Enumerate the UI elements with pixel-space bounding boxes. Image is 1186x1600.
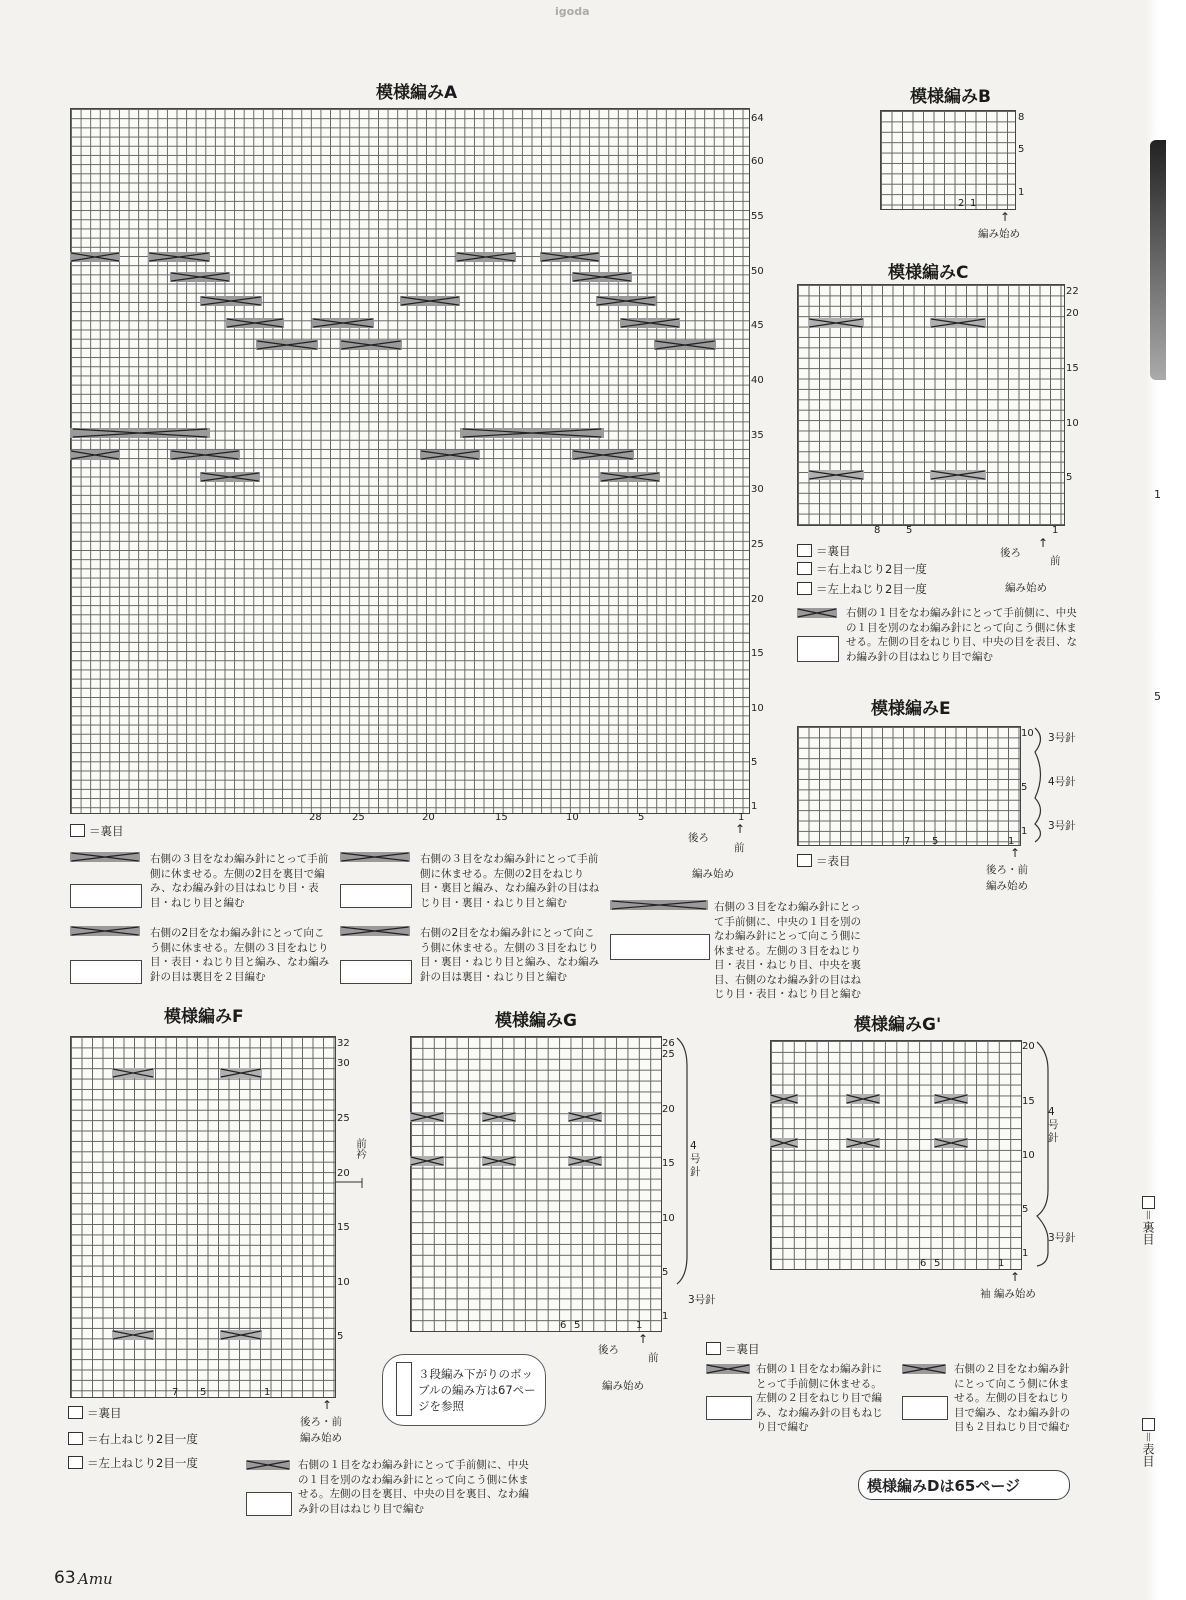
cable-cross-icon [568, 1156, 602, 1166]
chart-a-row-label: 25 [751, 539, 764, 550]
chart-e-needle-mid: 4号針 [1048, 776, 1076, 788]
cable-cross-icon [568, 1112, 602, 1122]
chart-a-row-label: 60 [751, 156, 764, 167]
reference-note: 模様編みDは65ページ [867, 1477, 1021, 1495]
chart-g-row-label: 15 [662, 1158, 675, 1169]
chart-f-title: 模様編みF [164, 1007, 244, 1027]
chart-a-col-label: 1 [738, 812, 745, 823]
cable-symbol-icon [70, 852, 140, 862]
chart-f-cable-note: 右側の１目をなわ編み針にとって手前側に、中央の１目を別のなわ編み針にとって向こう側に休ませる。左側の目を裏目、中央の目を裏目、なわ編み針の目はねじり目で編む [298, 1459, 529, 1515]
cable-cross-icon [934, 1138, 968, 1148]
chart-a-row-label: 64 [751, 113, 764, 124]
purl-symbol-icon [706, 1342, 721, 1355]
chart-a-note-3: 右側の３目をなわ編み針にとって手前側に、中央の１目を別のなわ編み針にとって向こう側に休ませる。左側の３目をねじり目・表目・ねじり目、中央を裏目、右側のなわ編み針の目はねじり目・表目・ねじり目と編む [714, 901, 861, 1000]
purl-symbol-icon [1142, 1196, 1155, 1209]
up-arrow-icon: ↑ [322, 1398, 333, 1412]
cable-cross-icon [220, 1068, 262, 1078]
chart-e-row-label: 5 [1021, 782, 1028, 793]
chart-a-col-label: 10 [566, 812, 579, 823]
chart-f-row-label: 25 [337, 1113, 350, 1124]
cable-cross-icon [340, 340, 402, 350]
purl-symbol-icon [797, 544, 812, 557]
chart-c-col-label: 8 [874, 525, 881, 536]
chart-e-needle-top: 3号針 [1048, 732, 1076, 744]
cable-symbol-icon [340, 926, 410, 936]
up-arrow-icon: ↑ [1038, 536, 1049, 550]
chart-b-row-label: 8 [1018, 112, 1025, 123]
left-twist-symbol-icon [797, 582, 812, 595]
chart-f-row-label: 30 [337, 1058, 350, 1069]
chart-g2-row-label: 10 [1022, 1150, 1035, 1161]
cable-cross-icon [200, 296, 262, 306]
cable-cross-icon [70, 428, 210, 438]
chart-g-row-label: 20 [662, 1104, 675, 1115]
chart-g-col-label: 1 [636, 1320, 643, 1331]
cable-cross-icon [482, 1156, 516, 1166]
chart-c-row-label: 5 [1066, 472, 1073, 483]
chart-g2-col-label: 1 [998, 1258, 1005, 1269]
chart-f-side-label: 前衿 [355, 1138, 367, 1159]
chart-g-needle-top: 4号針 [690, 1140, 701, 1178]
chart-g-row-label: 10 [662, 1213, 675, 1224]
cable-cross-icon [200, 472, 260, 482]
side-legend-omote: ＝表目 [1140, 1418, 1157, 1467]
chart-e-row-label: 10 [1021, 728, 1034, 739]
chart-c-row-label: 20 [1066, 308, 1079, 319]
up-arrow-icon: ↑ [1000, 210, 1011, 224]
cable-cross-icon [846, 1138, 880, 1148]
chart-f-row-label: 20 [337, 1168, 350, 1179]
cable-symbol-icon [246, 1460, 290, 1470]
cable-cross-icon [610, 900, 708, 910]
chart-g2-needle-top: 4号針 [1048, 1106, 1059, 1144]
cable-symbol-icon [70, 926, 140, 936]
chart-a-row-label: 15 [751, 648, 764, 659]
cable-symbol-icon [797, 608, 837, 618]
cable-cross-icon [340, 852, 410, 862]
chart-b-grid [880, 110, 1016, 210]
chart-c-col-label: 1 [1052, 525, 1059, 536]
chart-c-start-front: 前 [1050, 555, 1061, 567]
chart-g2-row-label: 5 [1022, 1204, 1029, 1215]
cable-cross-icon [572, 272, 632, 282]
chart-a-col-label: 28 [309, 812, 322, 823]
cable-cross-icon [148, 252, 210, 262]
cable-cross-icon [572, 450, 634, 460]
chart-c-col-label: 5 [906, 525, 913, 536]
cable-symbol-icon [340, 960, 412, 984]
cable-symbol-icon [340, 852, 410, 862]
chart-f-col-label: 5 [200, 1387, 207, 1398]
magazine-name: Amu [78, 1570, 113, 1588]
cable-cross-icon [808, 470, 864, 480]
chart-a-row-label: 50 [751, 266, 764, 277]
side-marker-line-icon [336, 1176, 376, 1188]
cable-cross-icon [70, 926, 140, 936]
chart-c-start-label: 編み始め [1005, 582, 1047, 594]
chart-b-start-label: 編み始め [978, 228, 1020, 240]
cable-cross-icon [902, 1364, 946, 1374]
chart-b-title: 模様編みB [910, 87, 991, 107]
chart-b-col-label: 2 [958, 198, 965, 209]
chart-f-legend-purl: ＝裏目 [68, 1406, 122, 1421]
chart-a-row-label: 1 [751, 801, 758, 812]
chart-e-start-label1: 後ろ・前 [986, 864, 1028, 876]
chart-f-row-label: 32 [337, 1038, 350, 1049]
chart-g2-note-1: 右側の１目をなわ編み針にとって手前側に休ませる。左側の２目をねじり目で編み、なわ編み針の目もねじり目で編む [756, 1363, 883, 1433]
chart-g-row-label: 5 [662, 1267, 669, 1278]
chart-f-start-label2: 編み始め [300, 1432, 342, 1444]
cable-cross-icon [934, 1094, 968, 1104]
right-twist-symbol-icon [68, 1432, 83, 1445]
chart-g-col-label: 5 [574, 1320, 581, 1331]
chart-g2-row-label: 15 [1022, 1096, 1035, 1107]
cable-cross-icon [596, 296, 656, 306]
chart-a-grid [70, 108, 750, 814]
cable-cross-icon [797, 608, 837, 618]
cable-symbol-icon [246, 1492, 292, 1516]
chart-a-title: 模様編みA [376, 83, 458, 103]
cable-cross-icon [808, 318, 864, 328]
cable-cross-icon [410, 1112, 444, 1122]
chart-b-col-label: 1 [970, 198, 977, 209]
chart-g2-note-2: 右側の２目をなわ編み針にとって向こう側に休ませる。左側の目をねじり目で編み、なわ編み針の目も２目ねじり目で編む [954, 1363, 1071, 1433]
cable-cross-icon [930, 470, 986, 480]
left-twist-symbol-icon [68, 1456, 83, 1469]
chart-a-start-front: 前 [734, 842, 745, 854]
chart-e-needle-bottom: 3号針 [1048, 820, 1076, 832]
cable-symbol-icon [797, 636, 839, 662]
chart-e-title: 模様編みE [871, 699, 951, 719]
chart-a-row-label: 30 [751, 484, 764, 495]
chart-g-row-label: 1 [662, 1311, 669, 1322]
cable-cross-icon [246, 1460, 290, 1470]
cable-cross-icon [312, 318, 374, 328]
cable-cross-icon [482, 1112, 516, 1122]
reference-note-box [858, 1470, 1070, 1500]
chart-g-bobble-note: ３段編み下がりのボッブルの編み方は67ページを参照 [418, 1367, 536, 1413]
cable-cross-icon [70, 852, 140, 862]
chart-g2-col-label: 5 [934, 1258, 941, 1269]
chart-a-col-label: 25 [352, 812, 365, 823]
cable-cross-icon [70, 252, 120, 262]
knit-symbol-icon [1142, 1418, 1155, 1431]
chart-e-legend-knit: ＝表目 [797, 854, 851, 869]
cable-cross-icon [620, 318, 680, 328]
chart-f-col-label: 7 [172, 1387, 179, 1398]
cable-cross-icon [456, 252, 516, 262]
cable-cross-icon [170, 450, 240, 460]
cable-cross-icon [420, 450, 480, 460]
page-number: 63 [54, 1568, 76, 1588]
chart-b-row-label: 5 [1018, 144, 1025, 155]
chart-a-start-back: 後ろ [688, 832, 709, 844]
cable-cross-icon [846, 1094, 880, 1104]
cable-cross-icon [112, 1068, 154, 1078]
cable-cross-icon [170, 272, 230, 282]
chart-a-row-label: 10 [751, 703, 764, 714]
chart-g-row-label: 25 [662, 1049, 675, 1060]
cable-cross-icon [460, 428, 604, 438]
cable-cross-icon [226, 318, 284, 328]
chart-g-start-front: 前 [648, 1352, 659, 1364]
up-arrow-icon: ↑ [638, 1332, 649, 1346]
needle-bracket-icon [1034, 726, 1048, 844]
right-twist-symbol-icon [797, 562, 812, 575]
cable-symbol-icon [902, 1364, 946, 1374]
cable-cross-icon [654, 340, 716, 350]
cable-cross-icon [400, 296, 460, 306]
cable-cross-icon [770, 1094, 798, 1104]
chart-c-row-label: 10 [1066, 418, 1079, 429]
chart-f-col-label: 1 [264, 1387, 271, 1398]
cable-symbol-icon [706, 1364, 750, 1374]
chart-a-row-label: 55 [751, 211, 764, 222]
cable-symbol-icon [610, 934, 710, 960]
chart-f-row-label: 15 [337, 1222, 350, 1233]
chart-e-col-label: 5 [932, 836, 939, 847]
chart-e-grid [797, 726, 1021, 846]
cable-symbol-icon [706, 1396, 752, 1420]
chart-g2-title: 模様編みG' [854, 1015, 942, 1035]
chart-f-row-label: 10 [337, 1277, 350, 1288]
up-arrow-icon: ↑ [1010, 846, 1021, 860]
chart-g2-col-label: 6 [920, 1258, 927, 1269]
cable-cross-icon [540, 252, 600, 262]
chart-c-row-label: 22 [1066, 286, 1079, 297]
up-arrow-icon: ↑ [1010, 1270, 1021, 1284]
chart-g-row-label: 26 [662, 1038, 675, 1049]
cable-symbol-icon [70, 960, 142, 984]
cable-cross-icon [706, 1364, 750, 1374]
cable-symbol-icon [70, 884, 142, 908]
cable-cross-icon [930, 318, 986, 328]
chart-c-row-label: 15 [1066, 363, 1079, 374]
cable-cross-icon [70, 450, 120, 460]
knit-symbol-icon [797, 854, 812, 867]
chart-e-row-label: 1 [1021, 826, 1028, 837]
chart-g2-start-label: 袖 編み始め [980, 1288, 1036, 1300]
chart-a-row-label: 20 [751, 594, 764, 605]
chart-g-col-label: 6 [560, 1320, 567, 1331]
chart-f-legend-left-twist: ＝左上ねじり2目一度 [68, 1456, 198, 1471]
cable-cross-icon [410, 1156, 444, 1166]
chart-a-row-label: 5 [751, 757, 758, 768]
chart-a-start-label: 編み始め [692, 868, 734, 880]
chart-g-start-back: 後ろ [598, 1344, 619, 1356]
needle-bracket-icon [676, 1036, 688, 1286]
chart-b-row-label: 1 [1018, 187, 1025, 198]
chart-c-start-back: 後ろ [1000, 547, 1021, 559]
chart-a-note-4: 右側の2目をなわ編み針にとって向こう側に休ませる。左側の３目をねじり目・表目・ねじり目と編み、なわ編み針の目は裏目を２目編む [150, 927, 330, 983]
chart-g-title: 模様編みG [495, 1011, 577, 1031]
chart-f-grid [70, 1036, 336, 1398]
chart-c-legend-purl: ＝裏目 [797, 544, 851, 559]
chart-a-col-label: 5 [638, 812, 645, 823]
side-number: 1 [1154, 488, 1161, 501]
cable-cross-icon [600, 472, 660, 482]
cable-symbol-icon [340, 884, 412, 908]
purl-symbol-icon [68, 1406, 83, 1419]
chart-g-grid [410, 1036, 662, 1332]
chart-e-col-label: 1 [1008, 836, 1015, 847]
chart-a-note-5: 右側の2目をなわ編み針にとって向こう側に休ませる。左側の３目をねじり目・裏目・ねじり目と編み、なわ編み針の目は裏目・ねじり目と編む [420, 927, 600, 983]
chart-g2-needle-bottom: 3号針 [1048, 1232, 1076, 1244]
bobble-symbol-icon [396, 1362, 412, 1416]
chart-g-start-label: 編み始め [602, 1380, 644, 1392]
cable-cross-icon [256, 340, 318, 350]
chart-a-row-label: 45 [751, 320, 764, 331]
cable-cross-icon [112, 1330, 154, 1340]
chart-c-legend-right-twist: ＝右上ねじり2目一度 [797, 562, 927, 577]
chart-f-legend-right-twist: ＝右上ねじり2目一度 [68, 1432, 198, 1447]
side-number: 5 [1154, 690, 1161, 703]
chart-g2-row-label: 20 [1022, 1041, 1035, 1052]
chart-a-col-label: 20 [422, 812, 435, 823]
chart-c-cable-note: 右側の１目をなわ編み針にとって手前側に、中央の１目を別のなわ編み針にとって向こう側に休ませる。左側の目をねじり目、中央の目を表目、なわ編み針の目はねじり目で編む [846, 607, 1077, 663]
chart-e-start-label2: 編み始め [986, 880, 1028, 892]
chart-a-legend-purl: ＝裏目 [70, 824, 124, 839]
chart-a-col-label: 15 [495, 812, 508, 823]
chart-a-row-label: 40 [751, 375, 764, 386]
chart-c-legend-left-twist: ＝左上ねじり2目一度 [797, 582, 927, 597]
cable-cross-icon [770, 1138, 798, 1148]
chart-f-start-label1: 後ろ・前 [300, 1416, 342, 1428]
chart-g2-row-label: 1 [1022, 1248, 1029, 1259]
chart-g2-legend-purl: ＝裏目 [706, 1342, 760, 1357]
chart-c-title: 模様編みC [888, 263, 969, 283]
page-edge-tab [1150, 140, 1166, 380]
chart-a-row-label: 35 [751, 430, 764, 441]
chart-a-note-2: 右側の３目をなわ編み針にとって手前側に休ませる。左側の2目をねじり目・裏目と編み、なわ編み針の目はねじり目・裏目・ねじり目と編む [420, 853, 600, 909]
cable-cross-icon [340, 926, 410, 936]
chart-e-col-label: 7 [904, 836, 911, 847]
chart-f-row-label: 5 [337, 1331, 344, 1342]
header-brand: igoda [555, 5, 590, 18]
chart-g2-grid [770, 1040, 1022, 1270]
cable-symbol-icon [902, 1396, 948, 1420]
chart-a-note-1: 右側の３目をなわ編み針にとって手前側に休ませる。左側の2目を裏目で編み、なわ編み針の目はねじり目・表目・ねじり目と編む [150, 853, 329, 909]
purl-symbol-icon [70, 824, 85, 837]
side-legend-ura: ＝裏目 [1140, 1196, 1157, 1245]
up-arrow-icon: ↑ [735, 822, 746, 836]
chart-g-needle-bottom: 3号針 [688, 1294, 716, 1306]
cable-cross-icon [220, 1330, 262, 1340]
cable-symbol-icon [610, 900, 708, 910]
